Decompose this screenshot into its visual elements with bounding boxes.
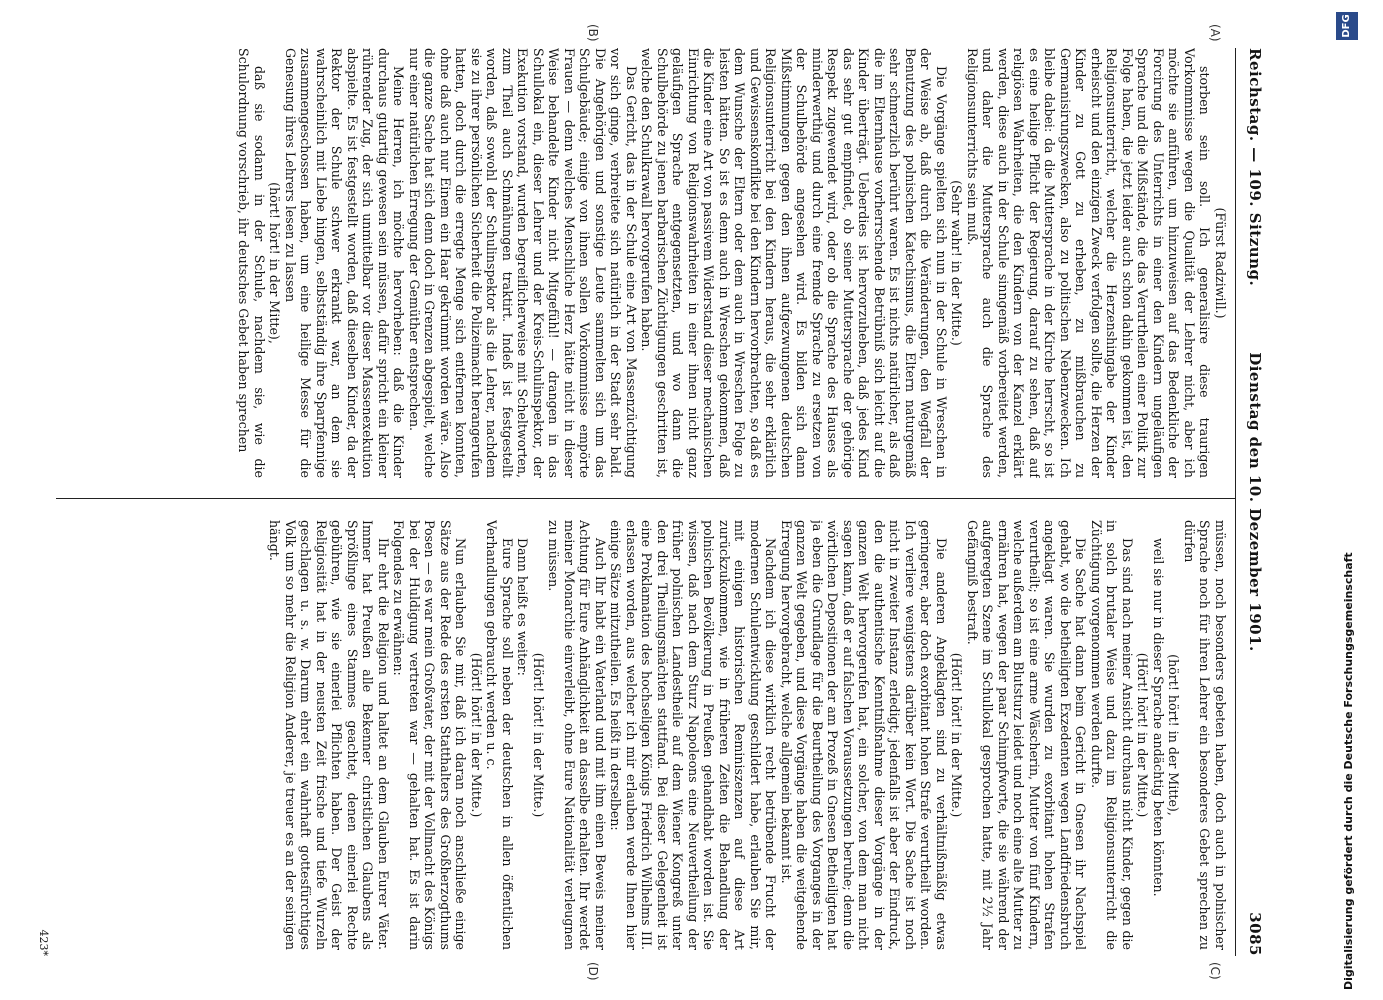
text-paragraph: Die Sache hat dann beim Gericht in Gnesen ihr Nachspiel gehabt, wo die betheiligten Exzedenten wegen Landfriedensbruch angeklagt waren. Sie wurden zu exorbitant hohen Strafen verurtheilt; so ist eine arme Wäscherin, Mutter von fünf Kindern, welche außerdem am Blutsturz leidet und noch eine alte Mutter zu ernähren hat, wegen der paar Schimpfworte, die sie während der aufgeregten Szene im Schullokal gesprochen hatte, mit 2½ Jahr Gefängniß bestraft. (965, 520, 1089, 950)
margin-mark-d: (D) (586, 962, 600, 981)
text-paragraph: Die Vorgänge spielten sich nun in der Schule in Wreschen in der Weise ab, daß durch die Veränderungen, den Wegfall der Benutzung des polnischen Katechismus, die Eltern naturgemäß sehr schmerzlich berührt waren. Es ist nichts natürlicher, als daß die im Elternhause vorherrschende Betrübniß sich leicht auf die Kinder überträgt. Ueberdies ist hervorzuheben, daß jedes Kind das sehr gut empfindet, ob seiner Muttersprache der gehörige Respekt zugewendet wird, oder ob die Sprache des Hauses als minderwerthig und durch eine fremde Sprache zu ersetzen von der Schulbehörde angesehen wird. Es bilden sich dann Mißstimmungen gegen den ihnen aufgezwungenen deutschen Religionsunterricht bei den Kindern heraus, die sehr erklärlich und Gewissenskonflikte bei den Kindern hervorbrachten, so daß es dem Wunsche der Eltern oder dem auch in Wreschen Folge zu leisten hätten. So ist es denn auch in Wreschen gekommen, daß die Kinder eine Art von passivem Widerstand dieser mechanischen Einrichtung von Religionswahrheiten in einer ihnen nicht ganz geläufigen Sprache entgegensetzten, und wo dann die Schulbehörde zu jenen barbarischen Züchtigungen geschritten ist, welche den Schulkrawall hervorgerufen haben. (639, 48, 949, 478)
text-paragraph: (hört! hört! in der Mitte), (1166, 654, 1182, 816)
text-paragraph: (Hört! hört! in der Mitte.) (949, 652, 965, 818)
text-paragraph: Dann heißt es weiter: (515, 538, 531, 676)
left-text-column (63, 48, 1228, 478)
digitization-imprint (1330, 0, 1370, 1000)
page-number: 3085 (1246, 912, 1264, 956)
text-paragraph: weil sie nur in dieser Sprache andächtig beten könnten. (1151, 538, 1166, 897)
header-parliament-session: Reichstag. — 109. Sitzung. (1246, 48, 1264, 287)
text-paragraph: Nun erlauben Sie mir, daß ich daran noch anschließe einige Sätze aus der Rede des ersten Statthalters des Großherzogthums Posen — es war mein Großvater, der mit der Vollmacht des Königs bei der Huldigung vertreten war — gehalten hat. Es ist darin Folgendes zu erwähnen: (391, 520, 469, 950)
text-paragraph: storben sein soll. Ich generalisire diese traurigen Vorkommnisse wegen die Qualität der Lehrer nicht, aber ich möchte sie anführen, um hinzuweisen auf das Bedenkliche der Forcirung des Unterrichts in einer den Kindern ungeläufigen Sprache und die Mißstände, die das Verurtheilen einer Politik zur Folge haben, die jetzt leider auch schon dahin gekommen ist, den Religionsunterricht, welcher die Herzenshingabe der Kinder erheischt und den einzigen Zweck verfolgen sollte, die Herzen der Kinder zu Gott zu erheben, zu mißbrauchen zu Germanisirungszwecken, also zu politischen Nebenzwecken. Ich bleibe dabei: da die Muttersprache in der Kirche herrscht, so ist es eine heilige Pflicht der Regierung, darauf zu sehen, daß auf religiösen Wahrheiten, die den Kindern von der Kanzel erklärt werden, diese auch in der Schule sinngemäß vorbereitet werden, und daher die Muttersprache auch die Sprache des Religionsunterrichts sein muß. (965, 48, 1213, 478)
margin-mark-c: (C) (1208, 962, 1222, 980)
text-paragraph: müssen, noch besonders gebeten haben, doch auch in polnischer Sprache noch für ihren Lehrer ein besonderes Gebet sprechen zu dürfen (1182, 520, 1228, 950)
text-paragraph: Nachdem ich diese wirklich recht betrübende Frucht der modernen Schulentwicklung geschildert habe, erlauben Sie mir, mit einigen historischen Reminiszenzen auf diese Art zurückzukommen, wie in früheren Zeiten die Behandlung der polnischen Bevölkerung in Preußen gehandhabt worden ist. Sie wissen, daß nach dem Sturz Napoleons eine Neuvertheilung der früher polnischen Landestheile auf dem Wiener Kongreß unter den drei Theilungsmächten stattfand. Bei dieser Gelegenheit ist eine Proklamation des hochseligen Königs Friedrich Wilhelms III. erlassen worden, aus welcher ich mir erlauben werde Ihnen hier einige Sätze mitzutheilen. Es heißt in derselben: (608, 520, 779, 950)
text-paragraph: (Fürst Radziwill.) (1213, 207, 1228, 319)
page-header (1240, 48, 1264, 956)
column-divider (56, 498, 1236, 499)
text-paragraph: (Sehr wahr! in der Mitte.) (949, 180, 965, 346)
text-paragraph: (Hört! hört! in der Mitte.) (531, 652, 546, 818)
text-paragraph: Ihr ehrt die Religion und haltet an dem Glauben Eurer Väter. Immer hat Preußen alle Bekenner christlichen Glaubens als Sprößlinge eines Stammes geachtet, denen einerlei Rechte gebühren, wie sie einerlei Pflichten haben. Der Geist der Religiosität hat in der neusten Zeit frische und tiefe Wurzeln geschlagen u. s. w. Darum ehret ein wahrhaft gottesfürchtiges Volk um so mehr die Religion Anderer, je treuer es an der seinigen hängt. (267, 520, 391, 950)
text-paragraph: Das Gericht, das in der Schule eine Art von Massenzüchtigung vor sich ginge, verbreitete sich natürlich in der Stadt sehr bald. Die Angehörigen und sonstige Leute sammelten sich um das Schulgebäude; einige von ihnen sollen Vorkommnisse empörte Frauen — denn welches Menschliche Herz hätte nicht in dieser Weise behandelte Kinder nicht Mitgefühl! — drangen in das Schullokal ein, dieser Lehrer und der Kreis-Schulinspektor, der Exekution vorstand, wurden begreiflicherweise mit Scheltworten, zum Theil auch Schmähungen traktirt. Indeß ist festgestellt worden, daß sowohl der Schulinspektor als die Lehrer, nachdem sie zu ihrer persönlichen Sicherheit die Polizeimacht herangerufen hatten, doch durch die erregte Menge sich entfernen konnten, ohne daß auch nur Einem ein Haar gekrümmt worden wäre. Also die ganze Sache hat sich denn doch in Grenzen abgespielt, welche nur einer natürlichen Erregung der Gemüther entsprechen. (407, 48, 639, 478)
imprint-text: Digitalisierung gefördert durch die Deutsche Forschungsgemeinschaft (1342, 552, 1355, 990)
margin-mark-b: (B) (586, 24, 600, 42)
text-paragraph: (Hört! hört! in der Mitte.) (1135, 652, 1151, 818)
text-paragraph: Das sind nach meiner Ansicht durchaus nicht Kinder, gegen die in solch brutaler Weise und dazu im Religionsunterricht die Züchtigung vorgenommen werden durfte. (1089, 520, 1135, 950)
header-date: Dienstag den 10. Dezember 1901. (1246, 352, 1264, 652)
right-text-column (63, 520, 1228, 950)
text-paragraph: Auch Ihr habt ein Vaterland und mit ihm einen Beweis meiner Achtung für Eure Anhänglichkeit an dasselbe erhalten. Ihr werdet meiner Monarchie einverleibt, ohne Eure Nationalität verleugnen zu müssen. (546, 520, 608, 950)
text-paragraph: Die anderen Angeklagten sind zu verhältnißmäßig etwas geringerer, aber doch exorbitant hohen Strafe verurtheilt worden. Ich verliere wenigstens darüber kein Wort. Die Sache ist noch nicht in zweiter Instanz erledigt; jedenfalls ist aber der Eindruck, den die authentische Kenntnißnahme dieser Vorgänge in der ganzen Welt hervorgerufen hat, ein solcher, von dem man nicht sagen kann, daß er auf falschen Voraussetzungen beruhe; denn die wörtlichen Depositionen der am Prozeß in Gnesen Betheiligten hat ja eben die Grundlage für die Beurtheilung des Vorganges in der ganzen Welt gegeben, und diese Vorgänge haben die weitgehende Erregung hervorgebracht, welche allgemein bekannt ist. (779, 520, 949, 950)
margin-mark-a: (A) (1208, 24, 1222, 42)
text-paragraph: (Hört! hört! in der Mitte.) (469, 652, 484, 818)
footnote-number: 423* (37, 929, 50, 956)
header-divider (1235, 48, 1236, 956)
dfg-logo: DFG (1336, 12, 1358, 40)
text-paragraph: (hört! hört! in der Mitte), (267, 182, 283, 344)
text-paragraph: Meine Herren, ich möchte hervorheben: daß die Kinder durchaus gutartig gewesen sein müssen, dafür spricht ein kleiner rührender Zug, der sich unmittelbar vor dieser Massenexekution abspielte. Es ist festgestellt worden, daß dieselben Kinder, da der Rektor der Schule schwer erkrankt war, an dem sie wahrscheinlich mit Liebe hingen, selbstständig ihre Sparpfennige zusammengeschossen haben, um eine heilige Messe für die Genesung ihres Lehrers lesen zu lassen (283, 48, 407, 478)
text-paragraph: daß sie sodann in der Schule, nachdem sie, wie die Schulordnung vorschrieb, ihr deutsches Gebet haben sprechen (236, 48, 267, 478)
text-paragraph: Eure Sprache soll neben der deutschen in allen öffentlichen Verhandlungen gebraucht werden u. c. (484, 520, 515, 950)
